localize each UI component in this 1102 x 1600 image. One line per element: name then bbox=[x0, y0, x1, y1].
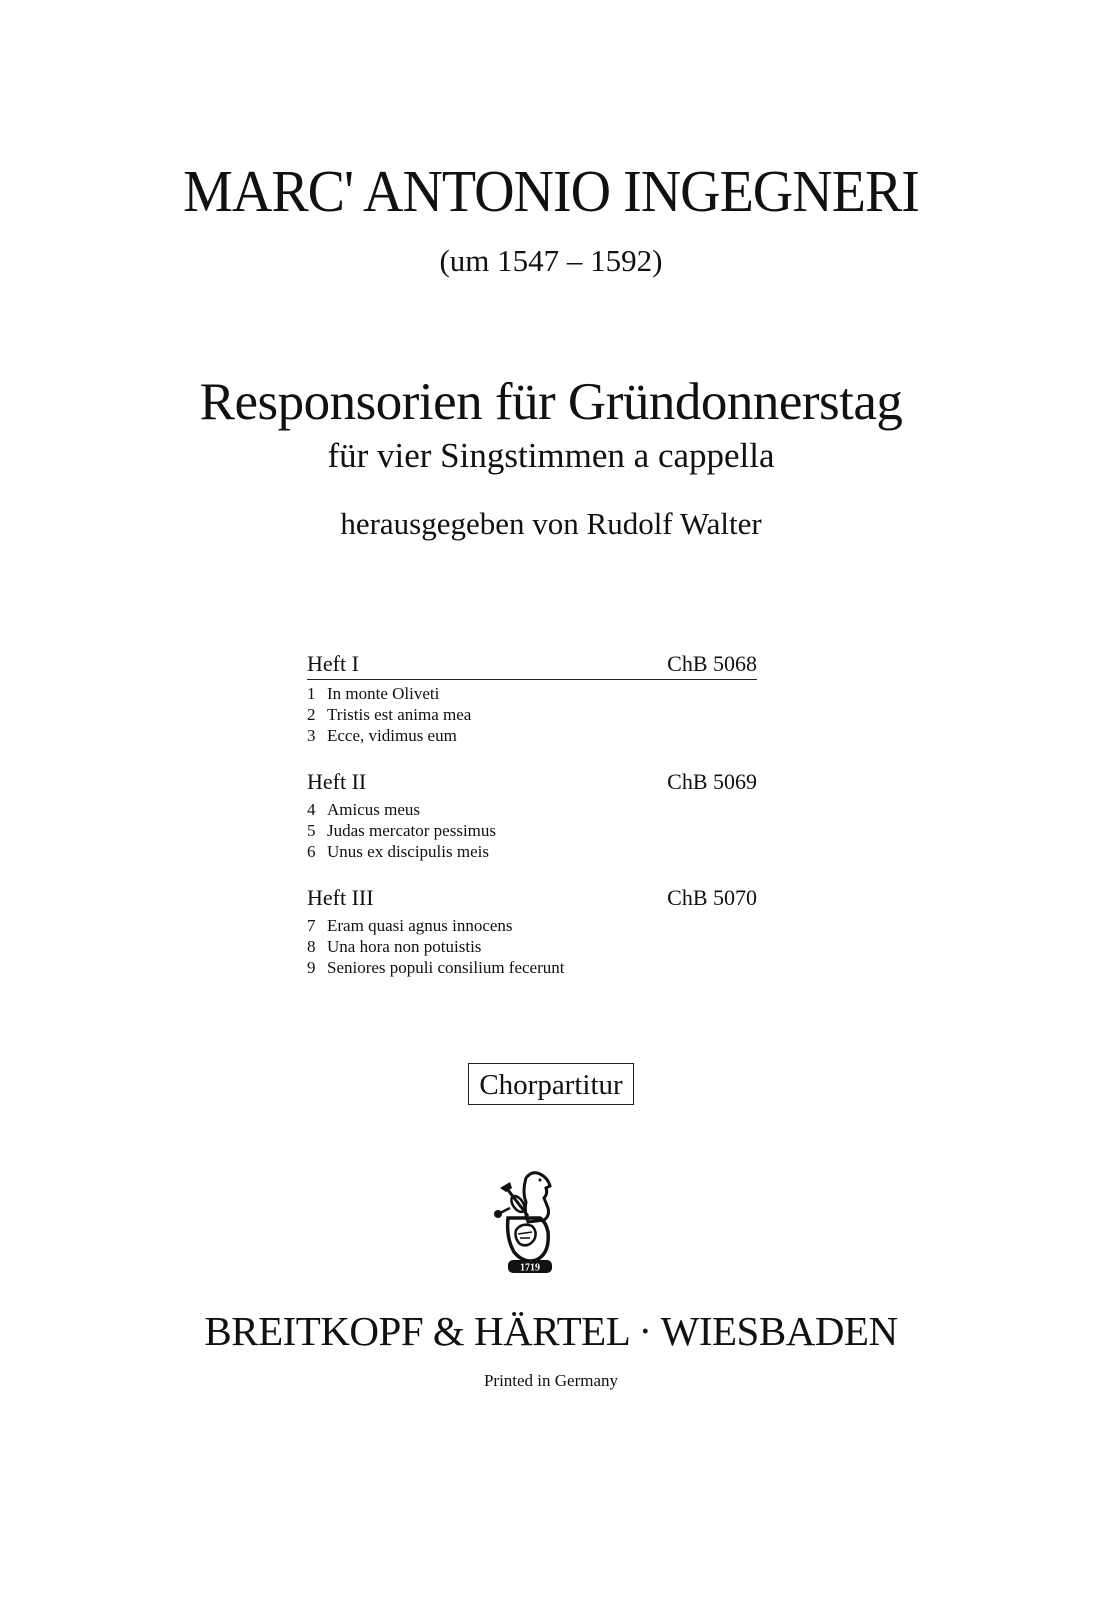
composer-name: MARC' ANTONIO INGEGNERI bbox=[183, 159, 919, 225]
list-item: 2 Tristis est anima mea bbox=[307, 705, 472, 724]
volume-heading bbox=[307, 650, 757, 680]
edition-type-wrap bbox=[0, 1063, 1102, 1105]
volume-2 bbox=[307, 768, 757, 862]
volume-label: Heft II bbox=[307, 769, 367, 794]
list-item: 4 Amicus meus bbox=[307, 800, 421, 819]
emblem-year: 1719 bbox=[520, 1262, 540, 1274]
volume-3 bbox=[307, 884, 757, 978]
publisher-name: BREITKOPF & HÄRTEL · WIESBADEN bbox=[204, 1308, 898, 1354]
list-item: 7 Eram quasi agnus innocens bbox=[307, 916, 513, 935]
volume-label: Heft III bbox=[307, 885, 374, 910]
work-title: Responsorien für Gründonnerstag bbox=[199, 373, 903, 431]
composer-dates: (um 1547 – 1592) bbox=[439, 243, 663, 278]
list-item: 6 Unus ex discipulis meis bbox=[307, 842, 489, 861]
list-item: 9 Seniores populi consilium fecerunt bbox=[307, 958, 565, 977]
contents-list bbox=[307, 650, 757, 1000]
catalog-number: ChB 5069 bbox=[667, 769, 757, 794]
catalog-number: ChB 5068 bbox=[667, 651, 757, 676]
catalog-number: ChB 5070 bbox=[667, 885, 757, 910]
list-item: 8 Una hora non potuistis bbox=[307, 937, 482, 956]
publisher-emblem-icon bbox=[488, 1168, 568, 1278]
work-subtitle: für vier Singstimmen a cappella bbox=[327, 436, 775, 475]
edition-type-label: Chorpartitur bbox=[468, 1063, 633, 1105]
list-item: 5 Judas mercator pessimus bbox=[307, 821, 497, 840]
volume-heading bbox=[307, 884, 757, 912]
printed-in: Printed in Germany bbox=[483, 1371, 619, 1390]
list-item: 1 In monte Oliveti bbox=[307, 684, 440, 703]
volume-heading bbox=[307, 768, 757, 796]
list-item: 3 Ecce, vidimus eum bbox=[307, 726, 457, 745]
editor-credit: herausgegeben von Rudolf Walter bbox=[340, 506, 762, 541]
volume-1 bbox=[307, 650, 757, 746]
volume-label: Heft I bbox=[307, 651, 359, 676]
